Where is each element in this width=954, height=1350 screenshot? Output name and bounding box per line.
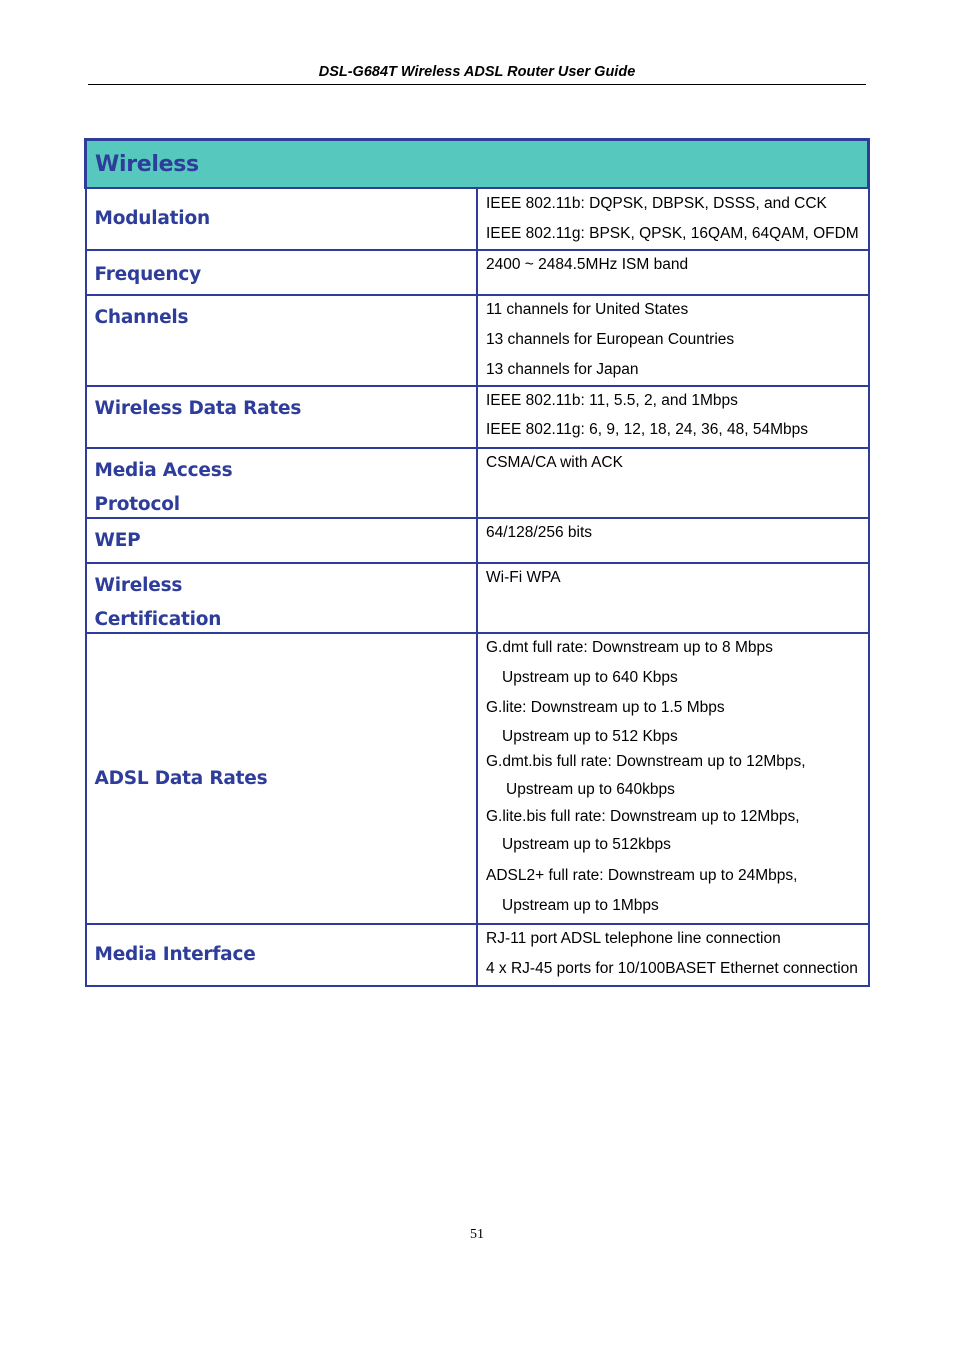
section-title: Wireless — [95, 151, 199, 177]
value-line: 13 channels for Japan — [486, 361, 639, 378]
value-line: IEEE 802.11b: DQPSK, DBPSK, DSSS, and CCK — [486, 195, 827, 212]
row-label: Wireless Data Rates — [94, 398, 302, 419]
value-line: 13 channels for European Countries — [486, 331, 735, 348]
row-label: Modulation — [94, 208, 210, 229]
row-value-cell — [477, 386, 869, 448]
value-line: IEEE 802.11g: BPSK, QPSK, 16QAM, 64QAM, OFDM — [486, 225, 859, 242]
row-value-cell — [477, 188, 869, 250]
wireless-spec-table — [84, 138, 870, 987]
page-header — [88, 62, 866, 85]
table-row — [86, 563, 869, 633]
row-value-cell — [477, 563, 869, 633]
value-line: 11 channels for United States — [486, 301, 689, 318]
table-row — [86, 633, 869, 924]
value-line: G.dmt.bis full rate: Downstream up to 12Mbps, — [486, 753, 806, 770]
row-label-cell — [86, 448, 478, 518]
row-label-cell — [86, 250, 478, 295]
value-line: Upstream up to 512 Kbps — [502, 728, 678, 745]
page-number: 51 — [470, 1227, 484, 1242]
value-line: G.lite.bis full rate: Downstream up to 12Mbps, — [486, 808, 800, 825]
value-line: CSMA/CA with ACK — [486, 454, 623, 471]
row-label-line: Media Access — [94, 460, 233, 481]
row-value-cell — [477, 518, 869, 563]
row-label: WEP — [94, 529, 141, 551]
value-line: G.lite: Downstream up to 1.5 Mbps — [486, 699, 725, 716]
row-label-cell — [86, 633, 478, 924]
section-title-cell — [86, 140, 869, 189]
value-line: Upstream up to 640kbps — [506, 781, 675, 798]
document-title: DSL-G684T Wireless ADSL Router User Guide — [318, 64, 636, 80]
row-label-line: Protocol — [94, 494, 180, 515]
row-label-line: Wireless — [94, 575, 183, 596]
table-row — [86, 518, 869, 563]
value-line: 64/128/256 bits — [486, 524, 593, 541]
value-line: G.dmt full rate: Downstream up to 8 Mbps — [486, 639, 773, 656]
row-label-cell — [86, 518, 478, 563]
row-value-cell — [477, 924, 869, 986]
row-label-cell — [86, 188, 478, 250]
table-row — [86, 295, 869, 386]
row-label: Frequency — [94, 263, 201, 285]
row-label: ADSL Data Rates — [94, 767, 268, 789]
table-row — [86, 188, 869, 250]
row-label-cell — [86, 386, 478, 448]
table-section-header — [86, 140, 869, 189]
value-line: ADSL2+ full rate: Downstream up to 24Mbps, — [486, 867, 798, 884]
row-value-cell — [477, 250, 869, 295]
value-line: Upstream up to 1Mbps — [502, 897, 659, 914]
value-line: IEEE 802.11b: 11, 5.5, 2, and 1Mbps — [486, 392, 738, 409]
row-label: Media Interface — [94, 944, 256, 965]
row-label-line: Certification — [94, 609, 222, 630]
row-label-cell — [86, 295, 478, 386]
value-line: Upstream up to 640 Kbps — [502, 669, 678, 686]
value-line: 4 x RJ-45 ports for 10/100BASET Ethernet connection — [486, 960, 858, 977]
value-line: IEEE 802.11g: 6, 9, 12, 18, 24, 36, 48, 54Mbps — [486, 421, 808, 438]
table-row — [86, 448, 869, 518]
row-label-cell — [86, 924, 478, 986]
row-label: Channels — [94, 307, 189, 328]
value-line: Upstream up to 512kbps — [502, 836, 671, 853]
table-row — [86, 924, 869, 986]
table-row — [86, 250, 869, 295]
table-row — [86, 386, 869, 448]
row-value-cell — [477, 448, 869, 518]
value-line: Wi-Fi WPA — [486, 569, 561, 586]
row-value-cell — [477, 295, 869, 386]
row-label-cell — [86, 563, 478, 633]
row-value-cell — [477, 633, 869, 924]
value-line: 2400 ~ 2484.5MHz ISM band — [486, 256, 689, 273]
value-line: RJ-11 port ADSL telephone line connection — [486, 930, 781, 947]
